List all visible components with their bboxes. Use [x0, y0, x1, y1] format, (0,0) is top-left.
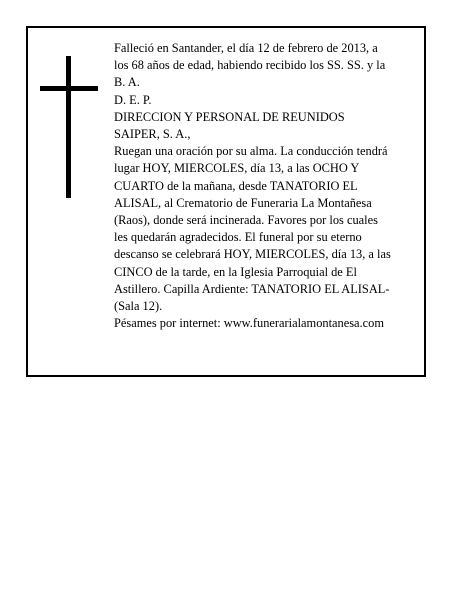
notice-line-prayer: Ruegan una oración por su alma. La conducción tendrá: [114, 144, 388, 159]
notice-line-room: (Sala 12).: [114, 299, 163, 314]
notice-line-procession-time: lugar HOY, MIERCOLES, día 13, a las OCHO Y: [114, 161, 360, 176]
obituary-notice: [26, 26, 426, 377]
notice-line-funeral-time: descanso se celebrará HOY, MIERCOLES, día 13, a las: [114, 247, 391, 262]
notice-line-chapel: Astillero. Capilla Ardiente: TANATORIO EL ALISAL-: [114, 281, 390, 296]
notice-line-ba: B. A.: [114, 75, 140, 90]
notice-line-death-announcement: Falleció en Santander, el día 12 de febrero de 2013, a: [114, 41, 378, 55]
cross-horizontal-bar: [40, 86, 98, 91]
notice-line-dep: D. E. P.: [114, 92, 152, 107]
notice-line-cremation: (Raos), donde será incinerada. Favores por los cuales: [114, 213, 378, 228]
notice-line-age: los 68 años de edad, habiendo recibido los SS. SS. y la: [114, 58, 386, 73]
notice-line-company: DIRECCION Y PERSONAL DE REUNIDOS: [114, 109, 345, 124]
notice-line-crematorium: ALISAL, al Crematorio de Funeraria La Montañesa: [114, 195, 372, 210]
notice-line-procession-origin: CUARTO de la mañana, desde TANATORIO EL: [114, 178, 358, 193]
obituary-text: [114, 40, 426, 332]
notice-line-condolences-website: Pésames por internet: www.funerarialamontanesa.com: [114, 316, 384, 331]
notice-line-funeral-place: CINCO de la tarde, en la Iglesia Parroquial de El: [114, 264, 357, 279]
notice-line-thanks: les quedarán agradecidos. El funeral por su eterno: [114, 230, 362, 245]
notice-line-company-name: SAIPER, S. A.,: [114, 127, 191, 142]
cross-vertical-bar: [66, 56, 71, 198]
latin-cross-icon: [40, 56, 98, 198]
